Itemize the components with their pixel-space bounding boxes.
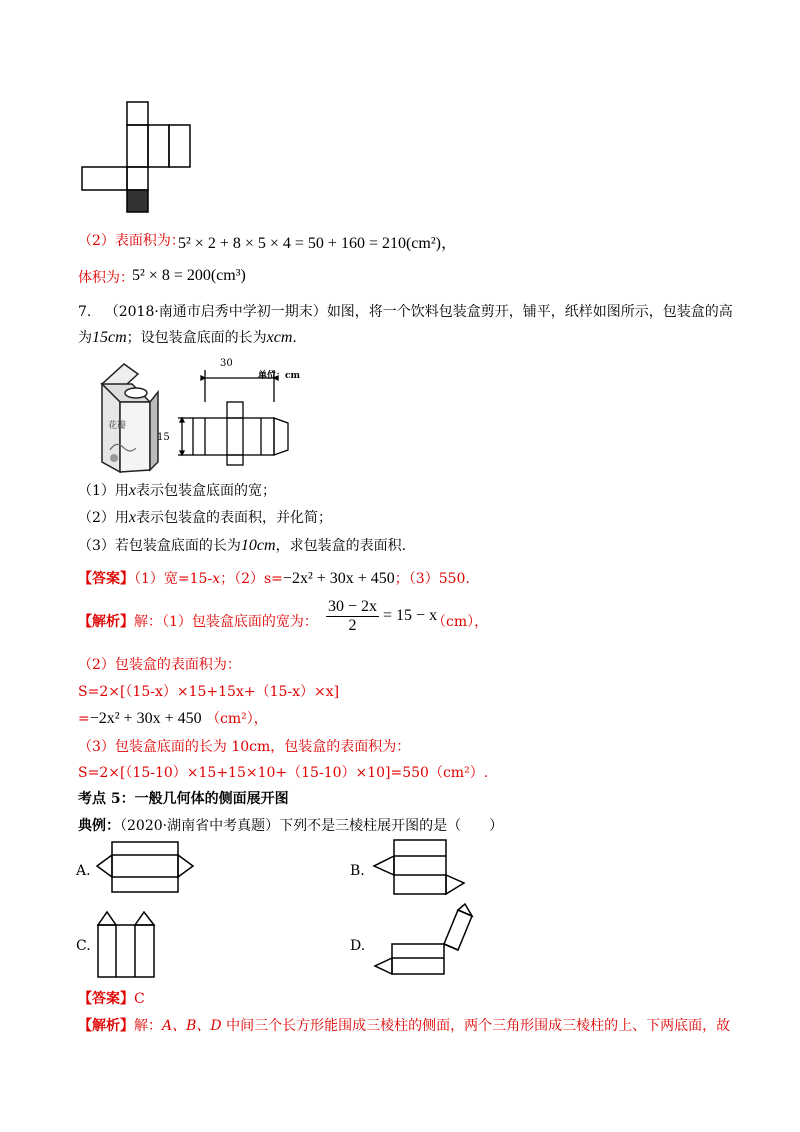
answer2-tag: 【答案】 — [78, 991, 134, 1007]
q7-sub2 — [78, 509, 332, 527]
q7-sub3-a: （3）若包装盒底面的长为 — [78, 538, 241, 554]
option-a-figure — [95, 840, 195, 895]
q7-sub1 — [78, 482, 276, 500]
analysis2-line — [78, 1017, 730, 1035]
option-d-figure — [372, 900, 482, 980]
analysis-line4-b: （cm²）， — [206, 711, 268, 727]
analysis-line4 — [78, 710, 268, 728]
answer-tag: 【答案】 — [78, 571, 134, 587]
analysis2-text-b: 中间三个长方形能围成三棱柱的侧面，两个三角形围成三棱柱的上、下两底面，故 — [221, 1018, 731, 1034]
q7-sub2-a: （2）用 — [78, 510, 129, 526]
q7-stem-a: 如图，将一个饮料包装盒剪开，铺平，纸样如图所示，包装盒的高 — [326, 304, 733, 320]
q7-stem-mid: ；设包装盒底面的长为 — [126, 330, 267, 346]
q7-sub1-b: 表示包装盒底面的宽； — [136, 483, 277, 499]
q7-stem-line1 — [78, 303, 733, 321]
q7-source: （2018·南通市启秀中学初一期末） — [104, 304, 327, 320]
analysis-line1-c: （cm）， — [432, 614, 489, 630]
analysis-line2: （2）包装盒的表面积为： — [78, 657, 241, 673]
drink-box-photo — [80, 362, 175, 474]
fraction-numerator: 30 − 2x — [328, 598, 378, 615]
answer-p1: （1）宽=15- — [134, 571, 213, 587]
q7-sub3 — [78, 537, 406, 555]
net-width-label: 30 — [220, 358, 233, 369]
analysis-line5: （3）包装盒底面的长为 10cm，包装盒的表面积为： — [78, 739, 411, 755]
fraction-denominator: 2 — [348, 617, 357, 634]
part2-volume-label: 体积为： — [78, 270, 134, 286]
q7-sub2-b: 表示包装盒的表面积，并化简； — [136, 510, 333, 526]
option-c-label: C. — [76, 938, 91, 954]
analysis-line6: S=2×[（15-10）×15+15×10+（15-10）×10]=550（cm²）. — [78, 765, 489, 781]
analysis-tag: 【解析】 — [78, 614, 134, 630]
q7-number: 7. — [78, 304, 92, 320]
part2-surface-expr: 5² × 2 + 8 × 5 × 4 = 50 + 160 = 210(cm²)， — [178, 235, 457, 252]
analysis-line4-expr: −2x² + 30x + 450 — [89, 710, 202, 727]
example-line — [78, 817, 503, 835]
analysis2-tag: 【解析】 — [78, 1018, 134, 1034]
example-text: （2020·湖南省中考真题）下列不是三棱柱展开图的是（ ） — [120, 818, 504, 834]
q7-stem-line2 — [78, 329, 297, 347]
q7-stem-end: . — [292, 330, 297, 346]
option-c-figure — [95, 910, 160, 980]
analysis-line3: S=2×[（15-x）×15+15x+（15-x）×x] — [78, 684, 340, 700]
q7-var: xcm — [266, 329, 293, 346]
analysis2-text-a: 解： — [134, 1018, 162, 1034]
analysis-line1-a: 解：（1）包装盒底面的宽为： — [134, 614, 318, 630]
q7-sub3-val: 10cm — [240, 537, 276, 554]
answer-line — [78, 570, 470, 588]
answer-p1-var: x — [212, 571, 221, 587]
box-text: 花瓣 — [108, 421, 127, 431]
part2-volume-expr: 5² × 8 = 200(cm³) — [132, 267, 246, 284]
part2-surface-label: （2）表面积为： — [78, 233, 185, 249]
answer-p2-expr: −2x² + 30x + 450 — [282, 570, 395, 587]
option-d-label: D. — [350, 938, 366, 954]
q7-sub1-var: x — [128, 482, 137, 499]
option-b-label: B. — [350, 863, 365, 879]
analysis-line4-a: = — [78, 711, 90, 727]
section5-title: 考点 5：一般几何体的侧面展开图 — [78, 791, 289, 807]
example-label: 典例： — [78, 818, 120, 834]
q7-sub2-var: x — [128, 509, 137, 526]
drink-box-net — [178, 368, 318, 468]
option-b-figure — [372, 838, 467, 898]
answer2-line — [78, 990, 145, 1008]
q7-stem-prefix: 为 — [78, 330, 92, 346]
q7-sub1-a: （1）用 — [78, 483, 129, 499]
analysis-fraction-expr — [322, 598, 437, 635]
cuboid-net-figure — [80, 100, 200, 215]
unit-label: 单位：cm — [258, 371, 301, 381]
analysis-line1 — [78, 613, 318, 631]
answer2-value: C — [134, 991, 145, 1007]
q7-height: 15cm — [92, 329, 127, 346]
analysis-line1-b: = 15 − x — [383, 607, 438, 625]
answer-p1-end: ；（2）s= — [220, 571, 283, 587]
answer-p3: ；（3）550. — [394, 571, 470, 587]
analysis2-vars: A、B、D — [162, 1018, 222, 1034]
width-fraction — [326, 598, 379, 635]
q7-sub3-b: ，求包装盒的表面积. — [275, 538, 407, 554]
option-a-label: A. — [76, 863, 91, 879]
net-height-label: 15 — [157, 432, 170, 443]
